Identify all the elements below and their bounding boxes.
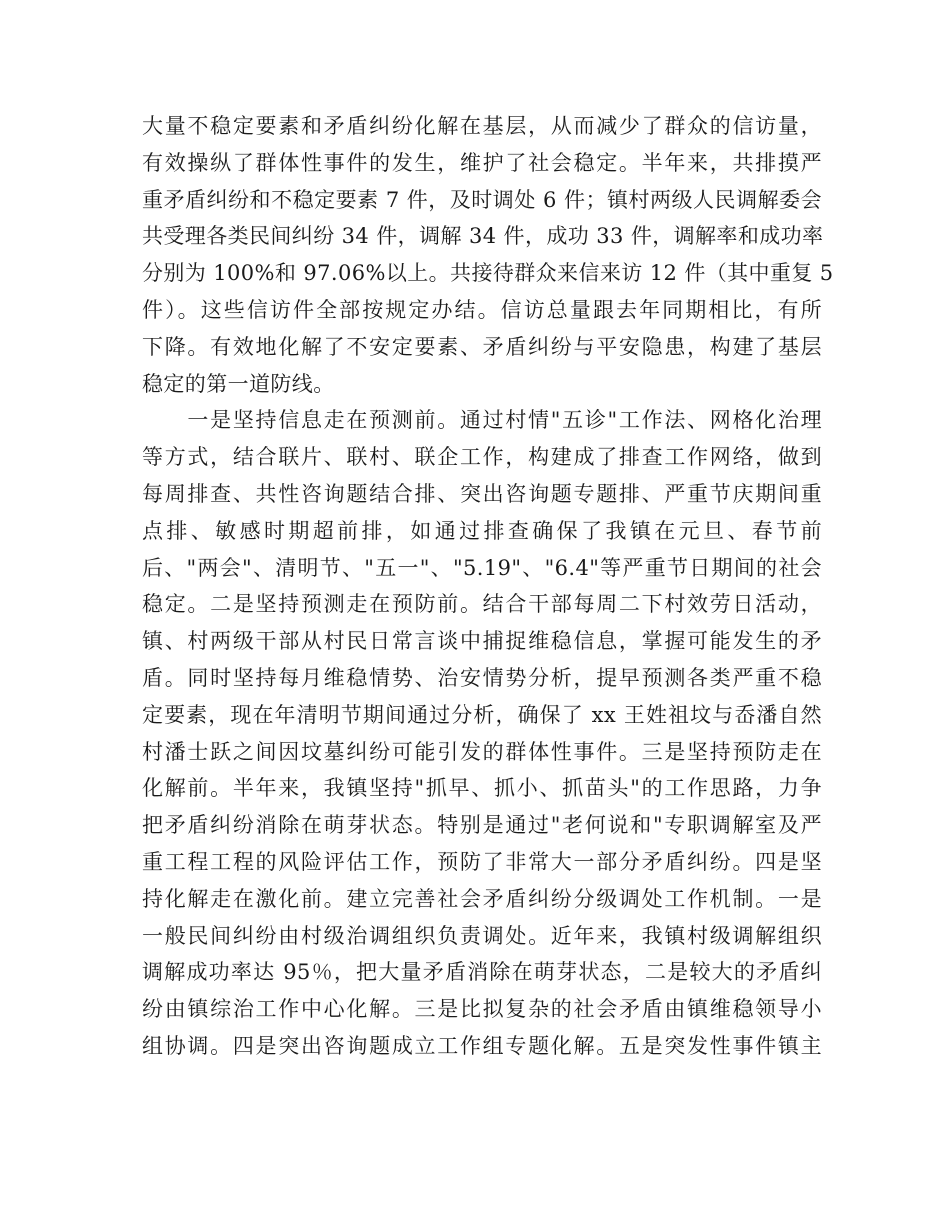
text-line: 大量不稳定要素和矛盾纠纷化解在基层，从而减少了群众的信访量， bbox=[142, 114, 822, 138]
text-line: 有效操纵了群体性事件的发生，维护了社会稳定。半年来，共排摸严 bbox=[142, 150, 822, 175]
text-line: 分别为 100%和 97.06%以上。共接待群众来信来访 12 件（其中重复 5 bbox=[142, 261, 834, 286]
text-line: 镇、村两级干部从村民日常言谈中捕捉维稳信息，掌握可能发生的矛 bbox=[142, 629, 822, 654]
text-line: 重工程工程的风险评估工作，预防了非常大一部分矛盾纠纷。四是坚 bbox=[142, 849, 822, 874]
text-line: 点排、敏感时期超前排，如通过排查确保了我镇在元旦、春节前 bbox=[142, 518, 822, 543]
text-line: 村潘士跃之间因坟墓纠纷可能引发的群体性事件。三是坚持预防走在 bbox=[142, 739, 822, 764]
body-text bbox=[142, 108, 834, 1065]
text-line: 稳定的第一道防线。 bbox=[142, 371, 335, 396]
text-line: 盾。同时坚持每月维稳情势、治安情势分析，提早预测各类严重不稳 bbox=[142, 665, 822, 690]
paragraph bbox=[142, 402, 822, 1064]
paragraph bbox=[142, 108, 834, 402]
text-line: 定要素，现在年清明节期间通过分析，确保了 xx 王姓祖坟与岙潘自然 bbox=[142, 702, 822, 727]
text-line: 把矛盾纠纷消除在萌芽状态。特别是通过"老何说和"专职调解室及严 bbox=[142, 813, 822, 838]
text-line: 共受理各类民间纠纷 34 件，调解 34 件，成功 33 件，调解率和成功率 bbox=[142, 224, 824, 249]
text-line: 化解前。半年来，我镇坚持"抓早、抓小、抓苗头"的工作思路，力争 bbox=[142, 776, 822, 801]
text-line: 调解成功率达 95％，把大量矛盾消除在萌芽状态，二是较大的矛盾纠 bbox=[142, 960, 822, 985]
text-line: 组协调。四是突出咨询题成立工作组专题化解。五是突发性事件镇主 bbox=[142, 1033, 822, 1058]
text-line: 一般民间纠纷由村级治调组织负责调处。近年来，我镇村级调解组织 bbox=[142, 923, 822, 948]
text-line: 稳定。二是坚持预测走在预防前。结合干部每周二下村效劳日活动， bbox=[142, 592, 822, 617]
text-line: 纷由镇综治工作中心化解。三是比拟复杂的社会矛盾由镇维稳领导小 bbox=[142, 997, 822, 1022]
text-line: 一是坚持信息走在预测前。通过村情"五诊"工作法、网格化治理 bbox=[142, 408, 822, 433]
text-line: 件）。这些信访件全部按规定办结。信访总量跟去年同期相比，有所 bbox=[142, 297, 822, 322]
text-line: 后、"两会"、清明节、"五一"、"5.19"、"6.4"等严重节日期间的社会 bbox=[142, 555, 822, 580]
text-line: 每周排查、共性咨询题结合排、突出咨询题专题排、严重节庆期间重 bbox=[142, 481, 822, 506]
text-line: 等方式，结合联片、联村、联企工作，构建成了排查工作网络，做到 bbox=[142, 445, 822, 470]
text-line: 下降。有效地化解了不安定要素、矛盾纠纷与平安隐患，构建了基层 bbox=[142, 334, 822, 359]
text-line: 重矛盾纠纷和不稳定要素 7 件，及时调处 6 件；镇村两级人民调解委会 bbox=[142, 187, 822, 212]
text-line: 持化解走在激化前。建立完善社会矛盾纠纷分级调处工作机制。一是 bbox=[142, 886, 822, 911]
